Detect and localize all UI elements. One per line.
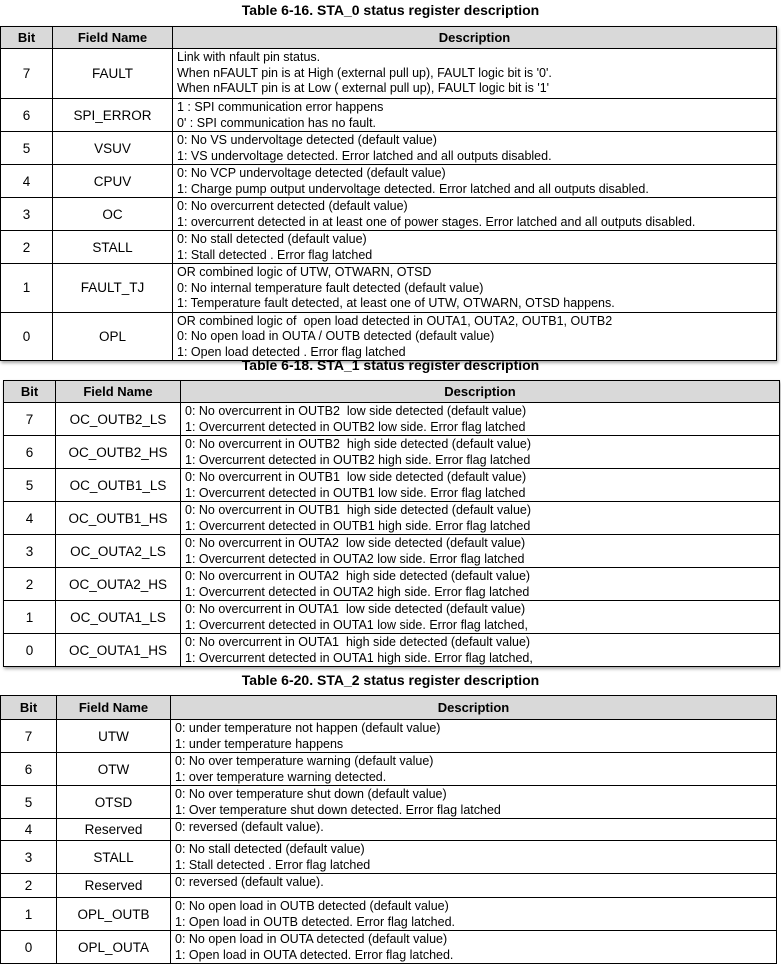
description-line: 1: Overcurrent detected in OUTB1 low side. Error flag latched [185, 485, 526, 500]
description-line: 0: No VCP undervoltage detected (default value) [177, 166, 446, 180]
table-row [1, 49, 777, 99]
description-line: 1: Stall detected . Error flag latched [175, 857, 371, 872]
field-name-cell: OTSD [57, 786, 171, 819]
field-name-cell: OC_OUTB2_LS [56, 403, 181, 436]
field-name-cell: OC_OUTB2_HS [56, 436, 181, 469]
table-row [1, 753, 777, 786]
field-name-cell: Reserved [57, 874, 171, 898]
description-line: When nFAULT pin is at Low ( external pull up), FAULT logic bit is '1' [177, 81, 550, 95]
description-line: 0: No open load in OUTA / OUTB detected (default value) [177, 329, 495, 343]
field-name-cell: STALL [53, 231, 173, 264]
description-line: 0: No stall detected (default value) [175, 842, 365, 856]
description-cell [171, 786, 777, 819]
table-row [4, 469, 780, 502]
bit-cell: 6 [4, 436, 56, 469]
description-cell [181, 634, 780, 667]
field-name-cell: OC_OUTA1_LS [56, 601, 181, 634]
field-name-cell: FAULT [53, 49, 173, 99]
table-row [1, 874, 777, 898]
description-line: 0: No stall detected (default value) [177, 232, 367, 246]
bit-cell: 5 [1, 132, 53, 165]
description-line: 1: Charge pump output undervoltage detected. Error latched and all outputs disabled. [177, 181, 649, 196]
description-line: 1: over temperature warning detected. [175, 769, 387, 784]
table-row [1, 165, 777, 198]
field-name-cell: OC_OUTA2_HS [56, 568, 181, 601]
bit-cell: 0 [1, 312, 53, 361]
description-line: 0: No over temperature warning (default value) [175, 754, 434, 768]
description-line: 0: No overcurrent in OUTA1 high side detected (default value) [185, 635, 531, 649]
description-cell [173, 231, 777, 264]
description-cell [173, 49, 777, 99]
bit-cell: 0 [4, 634, 56, 667]
field-name-cell: CPUV [53, 165, 173, 198]
bit-cell: 2 [1, 874, 57, 898]
header-row [1, 27, 777, 49]
bit-cell: 3 [1, 841, 57, 874]
field-name-cell: UTW [57, 720, 171, 753]
description-line: 1: under temperature happens [175, 736, 344, 751]
description-line: 1: Overcurrent detected in OUTA2 low side. Error flag latched [185, 551, 525, 566]
description-cell [173, 312, 777, 361]
bit-cell: 6 [1, 753, 57, 786]
table-row [1, 819, 777, 841]
col-header-field-name: Field Name [53, 27, 173, 49]
description-cell [181, 601, 780, 634]
description-line: 1: Over temperature shut down detected. Error flag latched [175, 802, 501, 817]
description-line: When nFAULT pin is at High (external pull up), FAULT logic bit is '0'. [177, 65, 552, 80]
description-line: 0: No internal temperature fault detected (default value) [177, 280, 484, 295]
description-line: 1: Open load in OUTB detected. Error flag latched. [175, 914, 456, 929]
description-cell [181, 469, 780, 502]
description-cell [171, 753, 777, 786]
table-row [1, 99, 777, 132]
field-name-cell: OPL [53, 312, 173, 361]
description-line: 1: Open load in OUTA detected. Error flag latched. [175, 947, 454, 962]
table-row [1, 312, 777, 361]
description-cell [173, 165, 777, 198]
description-line: 0: No overcurrent in OUTA1 low side detected (default value) [185, 602, 526, 616]
bit-cell: 4 [4, 502, 56, 535]
bit-cell: 2 [1, 231, 53, 264]
bit-cell: 1 [1, 264, 53, 313]
description-cell [171, 931, 777, 964]
bit-cell: 5 [4, 469, 56, 502]
sta0-register-table [0, 26, 777, 361]
description-line: 1: Temperature fault detected, at least one of UTW, OTWARN, OTSD happens. [177, 296, 615, 310]
bit-cell: 7 [4, 403, 56, 436]
field-name-cell: FAULT_TJ [53, 264, 173, 313]
field-name-cell: VSUV [53, 132, 173, 165]
col-header-bit: Bit [1, 27, 53, 49]
col-header-bit: Bit [4, 381, 56, 403]
field-name-cell: SPI_ERROR [53, 99, 173, 132]
description-cell [171, 720, 777, 753]
bit-cell: 4 [1, 819, 57, 841]
description-cell [181, 568, 780, 601]
field-name-cell: Reserved [57, 819, 171, 841]
sta1-register-table [3, 380, 780, 667]
description-line: 0: No overcurrent in OUTA2 high side detected (default value) [185, 569, 531, 583]
description-line: 1: overcurrent detected in at least one of power stages. Error latched and all outputs disabled. [177, 214, 696, 229]
col-header-bit: Bit [1, 696, 57, 720]
description-line: 0: No overcurrent in OUTB2 high side detected (default value) [185, 437, 532, 451]
description-line: Link with nfault pin status. [177, 50, 321, 64]
bit-cell: 2 [4, 568, 56, 601]
description-line: 0: No overcurrent in OUTB2 low side detected (default value) [185, 404, 527, 418]
description-line: OR combined logic of open load detected in OUTA1, OUTA2, OUTB1, OUTB2 [177, 313, 613, 328]
description-line: 0: under temperature not happen (default value) [175, 721, 441, 735]
table-row [4, 502, 780, 535]
table-row [4, 568, 780, 601]
description-cell [181, 436, 780, 469]
description-cell [173, 99, 777, 132]
description-cell [173, 198, 777, 231]
description-line: 1: VS undervoltage detected. Error latched and all outputs disabled. [177, 148, 552, 163]
bit-cell: 6 [1, 99, 53, 132]
table-row [1, 264, 777, 313]
description-cell [181, 502, 780, 535]
bit-cell: 1 [1, 898, 57, 931]
description-line: 1 : SPI communication error happens [177, 100, 384, 114]
field-name-cell: OPL_OUTB [57, 898, 171, 931]
table-row [4, 634, 780, 667]
bit-cell: 1 [4, 601, 56, 634]
description-line: 0: No overcurrent in OUTA2 low side detected (default value) [185, 536, 526, 550]
description-cell [173, 264, 777, 313]
description-line: 1: Overcurrent detected in OUTA1 high side. Error flag latched, [185, 650, 533, 665]
table-row [1, 231, 777, 264]
table-row [4, 403, 780, 436]
description-cell [181, 403, 780, 436]
field-name-cell: OC_OUTA2_LS [56, 535, 181, 568]
col-header-description: Description [171, 696, 777, 720]
bit-cell: 7 [1, 720, 57, 753]
col-header-field-name: Field Name [56, 381, 181, 403]
field-name-cell: OPL_OUTA [57, 931, 171, 964]
table-row [1, 841, 777, 874]
description-line: 0' : SPI communication has no fault. [177, 115, 377, 130]
table-row [4, 601, 780, 634]
description-line: 0: No open load in OUTA detected (default value) [175, 932, 448, 946]
bit-cell: 7 [1, 49, 53, 99]
table-row [1, 132, 777, 165]
table-row [1, 786, 777, 819]
description-cell [171, 841, 777, 874]
description-line: 0: reversed (default value). [175, 875, 324, 889]
table-row [1, 198, 777, 231]
table-caption-sta2: Table 6-20. STA_2 status register description [241, 672, 540, 688]
table-row [1, 898, 777, 931]
description-line: 1: Open load detected . Error flag latched [177, 344, 406, 359]
header-row [4, 381, 780, 403]
description-cell [171, 898, 777, 931]
field-name-cell: STALL [57, 841, 171, 874]
field-name-cell: OTW [57, 753, 171, 786]
field-name-cell: OC_OUTB1_LS [56, 469, 181, 502]
bit-cell: 5 [1, 786, 57, 819]
sta2-register-table [0, 695, 777, 964]
col-header-description: Description [181, 381, 780, 403]
table-caption-sta1: Table 6-18. STA_1 status register description [241, 357, 540, 373]
description-cell [173, 132, 777, 165]
description-cell [171, 819, 777, 841]
description-line: 0: No overcurrent in OUTB1 low side detected (default value) [185, 470, 527, 484]
description-line: 0: No overcurrent detected (default value) [177, 199, 408, 213]
bit-cell: 3 [1, 198, 53, 231]
description-cell [171, 874, 777, 898]
description-line: OR combined logic of UTW, OTWARN, OTSD [177, 265, 432, 279]
description-cell [181, 535, 780, 568]
table-row [1, 720, 777, 753]
table-row [4, 436, 780, 469]
bit-cell: 0 [1, 931, 57, 964]
field-name-cell: OC_OUTA1_HS [56, 634, 181, 667]
description-line: 1: Overcurrent detected in OUTB1 high side. Error flag latched [185, 518, 531, 533]
field-name-cell: OC [53, 198, 173, 231]
bit-cell: 3 [4, 535, 56, 568]
description-line: 0: No over temperature shut down (default value) [175, 787, 447, 801]
col-header-field-name: Field Name [57, 696, 171, 720]
table-row [1, 931, 777, 964]
table-row [4, 535, 780, 568]
description-line: 1: Overcurrent detected in OUTA2 high side. Error flag latched [185, 584, 530, 599]
field-name-cell: OC_OUTB1_HS [56, 502, 181, 535]
description-line: 1: Overcurrent detected in OUTB2 high side. Error flag latched [185, 452, 531, 467]
description-line: 1: Overcurrent detected in OUTB2 low side. Error flag latched [185, 419, 526, 434]
description-line: 0: No VS undervoltage detected (default value) [177, 133, 437, 147]
description-line: 0: reversed (default value). [175, 820, 324, 834]
description-line: 0: No overcurrent in OUTB1 high side detected (default value) [185, 503, 532, 517]
description-line: 1: Stall detected . Error flag latched [177, 247, 373, 262]
header-row [1, 696, 777, 720]
col-header-description: Description [173, 27, 777, 49]
description-line: 0: No open load in OUTB detected (default value) [175, 899, 449, 913]
table-caption-sta0: Table 6-16. STA_0 status register description [241, 2, 540, 18]
description-line: 1: Overcurrent detected in OUTA1 low side. Error flag latched, [185, 617, 528, 632]
bit-cell: 4 [1, 165, 53, 198]
